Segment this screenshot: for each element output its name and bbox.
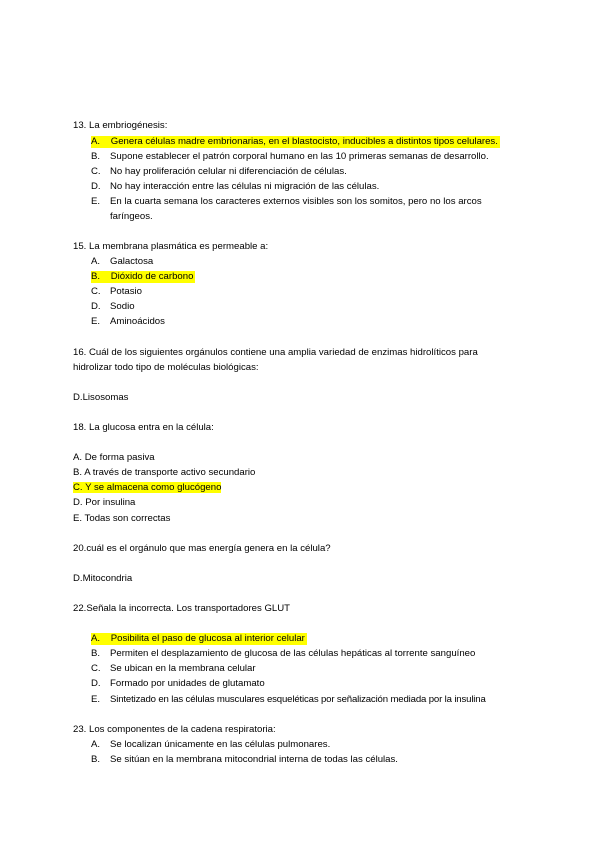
option-text: Dióxido de carbono [110,271,194,282]
question-16-answer: D.Lisosomas [73,392,129,403]
option-text: No hay proliferación celular ni diferenciación de células. [110,166,347,177]
option-text: Se localizan únicamente en las células pulmonares. [110,739,331,750]
option-text: Supone establecer el patrón corporal humano en las 10 primeras semanas de desarrollo. [110,151,489,162]
option-letter: E. [91,316,101,327]
option-text: Potasio [110,286,142,297]
option-letter: A. [91,136,101,147]
option-text: Permiten el desplazamiento de glucosa de las células hepáticas al torrente sanguíneo [110,648,476,659]
question-13-stem: 13. La embriogénesis: [73,120,168,131]
question-18-stem: 18. La glucosa entra en la célula: [73,422,214,433]
question-13-option-e-continuation: faríngeos. [110,211,153,222]
question-18-option-e: E. Todas son correctas [73,513,171,524]
option-letter: B. [91,271,101,282]
option-letter: D. [91,181,101,192]
question-15-option-b [91,271,195,283]
option-text: Galactosa [110,256,154,267]
option-letter: A. [91,633,101,644]
option-text: Sodio [110,301,135,312]
option-text: En la cuarta semana los caracteres externos visibles son los somitos, pero no los arcos [110,196,482,207]
question-20-answer: D.Mitocondria [73,573,133,584]
question-18-option-c [73,482,221,494]
option-text: Genera células madre embrionarias, en el blastocisto, inducibles a distintos tipos celulares. [110,136,498,147]
question-16-stem-line-2: hidrolizar todo tipo de moléculas biológicas: [73,362,259,373]
option-letter: B. [91,151,101,162]
question-23-stem: 23. Los componentes de la cadena respiratoria: [73,724,276,735]
option-letter: B. [91,754,101,765]
option-letter: E. [91,694,101,705]
option-letter: A. [91,739,101,750]
option-text: Se ubican en la membrana celular [110,663,256,674]
question-18-option-d: D. Por insulina [73,497,136,508]
option-letter: A. [91,256,101,267]
option-text: Sintetizado en las células musculares esqueléticas por señalización mediada por la insulina [110,694,486,705]
question-18-option-b: B. A través de transporte activo secundario [73,467,256,478]
option-text: Aminoácidos [110,316,165,327]
option-letter: B. [91,648,101,659]
option-letter: D. [91,301,101,312]
option-text: No hay interacción entre las células ni migración de las células. [110,181,380,192]
option-letter: E. [91,196,101,207]
question-22-stem: 22.Señala la incorrecta. Los transportadores GLUT [73,603,291,614]
question-15-stem: 15. La membrana plasmática es permeable a: [73,241,269,252]
question-18-option-a: A. De forma pasiva [73,452,155,463]
question-13-option-a [91,136,500,148]
option-letter: C. [91,286,101,297]
option-letter: C. [91,663,101,674]
question-20-stem: 20.cuál es el orgánulo que mas energía genera en la célula? [73,543,331,554]
option-text: Posibilita el paso de glucosa al interior celular [110,633,305,644]
option-text: Se sitúan en la membrana mitocondrial interna de todas las células. [110,754,398,765]
option-letter: C. [91,166,101,177]
question-16-stem-line-1: 16. Cuál de los siguientes orgánulos contiene una amplia variedad de enzimas hidrolíticos para [73,347,478,358]
option-letter: D. [91,678,101,689]
option-text: Formado por unidades de glutamato [110,678,265,689]
option-text: C. Y se almacena como glucógeno [73,482,222,493]
question-22-option-a [91,633,307,645]
